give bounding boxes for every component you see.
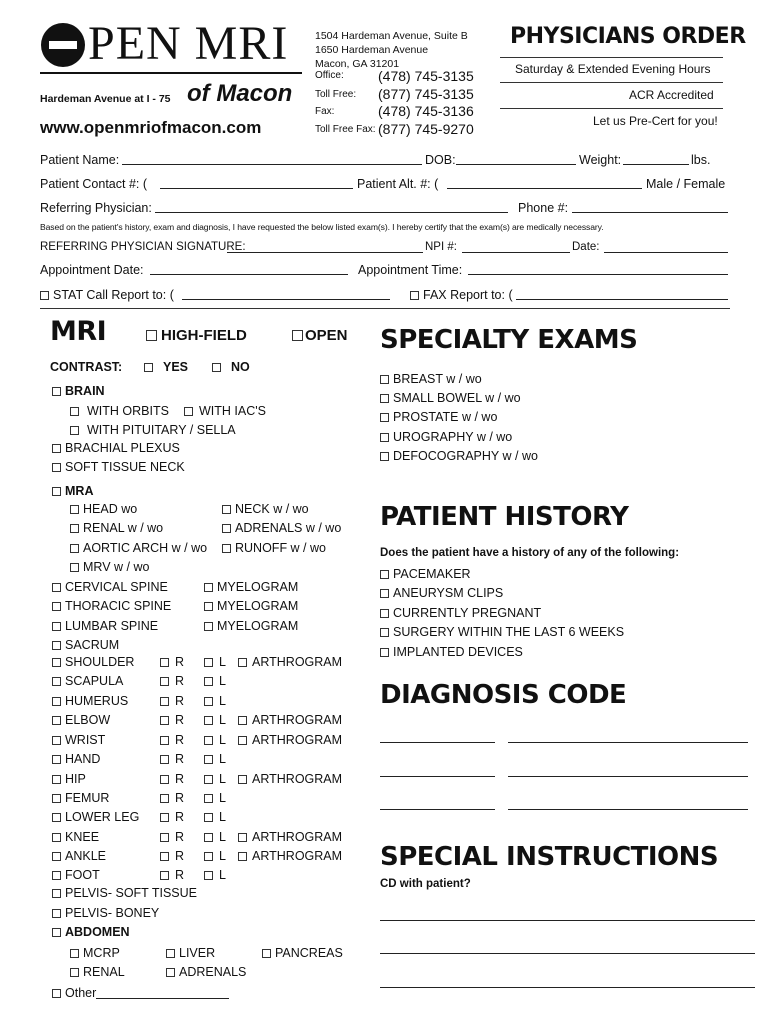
phone-number: (478) 745-3135 <box>378 68 474 84</box>
phone-field[interactable] <box>572 201 728 213</box>
exam-label: WRIST <box>65 733 106 747</box>
stat-label: STAT Call Report to: ( <box>53 288 174 302</box>
exam-label: RUNOFF w / wo <box>235 541 326 555</box>
arthrogram-option[interactable] <box>238 713 342 727</box>
exam-label: ABDOMEN <box>65 925 130 939</box>
weight-unit: lbs. <box>691 153 711 167</box>
side-left-option[interactable] <box>204 868 226 882</box>
exam-label: MRA <box>65 484 94 498</box>
exam-label: Other <box>65 986 97 1000</box>
phone-number: (478) 745-3136 <box>378 103 474 119</box>
exam-joint[interactable] <box>52 830 99 844</box>
side-left-option[interactable] <box>204 694 226 708</box>
certification-text: Based on the patient's history, exam and diagnosis, I have requested the below listed exam(s). I hereby certify that the exam(s) are medically necessary. <box>40 222 604 232</box>
exam-label: MYELOGRAM <box>217 580 299 594</box>
exam-joint[interactable] <box>52 868 100 882</box>
diagnosis-desc-field[interactable] <box>508 742 748 743</box>
arthrogram-label: ARTHROGRAM <box>252 849 343 863</box>
exam-label: PANCREAS <box>275 946 343 960</box>
website: www.openmriofmacon.com <box>40 118 262 137</box>
exam-joint[interactable] <box>52 772 86 786</box>
arthrogram-option[interactable] <box>238 733 342 747</box>
exam-thoracic-spine[interactable] <box>52 599 171 613</box>
mri-title: MRI <box>50 316 107 347</box>
exam-label: UROGRAPHY w / wo <box>393 430 513 444</box>
contact-field[interactable] <box>160 177 353 189</box>
side-l-label: L <box>219 772 226 786</box>
exam-label: ADRENALS w / wo <box>235 521 342 535</box>
exam-mra-neck[interactable] <box>222 502 309 516</box>
instructions-line[interactable] <box>380 987 755 988</box>
exam-label: BRACHIAL PLEXUS <box>65 441 180 455</box>
exam-label: ELBOW <box>65 713 111 727</box>
side-r-label: R <box>175 752 185 766</box>
side-r-label: R <box>175 791 185 805</box>
history-item[interactable] <box>380 625 624 639</box>
side-left-option[interactable] <box>204 752 226 766</box>
exam-liver[interactable] <box>166 946 215 960</box>
exam-brain[interactable] <box>52 384 105 398</box>
side-r-label: R <box>175 655 185 669</box>
history-item[interactable] <box>380 645 523 659</box>
side-left-option[interactable] <box>204 655 226 669</box>
exam-label: LUMBAR SPINE <box>65 619 159 633</box>
arthrogram-option[interactable] <box>238 655 342 669</box>
fax-label: FAX Report to: ( <box>423 288 513 302</box>
exam-joint[interactable] <box>52 791 109 805</box>
contrast-yes-label: YES <box>163 360 189 374</box>
side-r-label: R <box>175 849 185 863</box>
diagnosis-code-field[interactable] <box>380 809 495 810</box>
history-item[interactable] <box>380 606 541 620</box>
phone-number: (877) 745-9270 <box>378 121 474 137</box>
stat-report[interactable] <box>40 288 174 302</box>
stat-checkbox[interactable] <box>40 291 49 300</box>
note-precert: Let us Pre-Cert for you! <box>593 114 718 128</box>
exam-joint[interactable] <box>52 810 139 824</box>
side-right-option[interactable] <box>160 733 184 747</box>
exam-label: DEFOCOGRAPHY w / wo <box>393 449 538 463</box>
side-l-label: L <box>219 733 226 747</box>
exam-joint[interactable] <box>52 733 105 747</box>
exam-lumbar-myelogram[interactable] <box>204 619 298 633</box>
exam-with-iacs[interactable] <box>184 404 266 418</box>
side-right-option[interactable] <box>160 791 184 805</box>
specialty-item[interactable] <box>380 430 512 444</box>
side-r-label: R <box>175 713 185 727</box>
exam-joint[interactable] <box>52 713 110 727</box>
patient-name-label: Patient Name: <box>40 153 120 167</box>
exam-brachial-plexus[interactable] <box>52 441 180 455</box>
history-question: Does the patient have a history of any of the following: <box>380 547 680 559</box>
weight-label: Weight: <box>579 153 622 167</box>
patient-name-field[interactable] <box>122 153 422 165</box>
exam-cervical-spine[interactable] <box>52 580 168 594</box>
address-line: 1650 Hardeman Avenue <box>315 44 429 56</box>
alt-field[interactable] <box>447 177 642 189</box>
npi-label: NPI #: <box>425 241 457 253</box>
side-right-option[interactable] <box>160 674 184 688</box>
side-l-label: L <box>219 868 226 882</box>
fax-field[interactable] <box>516 288 728 300</box>
exam-label: FEMUR <box>65 791 110 805</box>
exam-lumbar-spine[interactable] <box>52 619 158 633</box>
stat-field[interactable] <box>182 288 390 300</box>
exam-renal[interactable] <box>70 965 125 979</box>
exam-label: LOWER LEG <box>65 810 140 824</box>
form-title: PHYSICIANS ORDER <box>510 24 746 49</box>
diagnosis-title: DIAGNOSIS CODE <box>380 680 627 710</box>
specialty-item[interactable] <box>380 410 497 424</box>
contrast-label: CONTRAST: <box>50 360 123 374</box>
exam-label: RENAL <box>83 965 125 979</box>
appt-time-label: Appointment Time: <box>358 263 463 277</box>
logo-subtitle-right: of Macon <box>187 80 293 107</box>
exam-label: WITH IAC'S <box>199 404 266 418</box>
exam-label: FOOT <box>65 868 100 882</box>
side-l-label: L <box>219 810 226 824</box>
exam-label: MYELOGRAM <box>217 619 299 633</box>
exam-label: SOFT TISSUE NECK <box>65 460 185 474</box>
high-field-label: HIGH-FIELD <box>161 327 247 344</box>
exam-mra-renal[interactable] <box>70 521 163 535</box>
exam-label: HUMERUS <box>65 694 129 708</box>
phone-label: Toll Free Fax: <box>315 124 376 135</box>
cd-question: CD with patient? <box>380 878 471 890</box>
arthrogram-label: ARTHROGRAM <box>252 733 343 747</box>
npi-field[interactable] <box>462 241 570 253</box>
no-entry-logo-icon <box>40 22 86 68</box>
high-field-option[interactable] <box>146 327 247 344</box>
exam-label: SACRUM <box>65 638 120 652</box>
exam-label: PELVIS- SOFT TISSUE <box>65 886 197 900</box>
specialty-title: SPECIALTY EXAMS <box>380 325 638 355</box>
sex-label[interactable]: Male / Female <box>646 177 726 191</box>
history-label: SURGERY WITHIN THE LAST 6 WEEKS <box>393 625 625 639</box>
instructions-line[interactable] <box>380 953 755 954</box>
side-r-label: R <box>175 694 185 708</box>
exam-label: HAND <box>65 752 101 766</box>
exam-label: WITH ORBITS <box>87 404 169 418</box>
side-right-option[interactable] <box>160 849 184 863</box>
exam-sacrum[interactable] <box>52 638 119 652</box>
exam-label: BREAST w / wo <box>393 372 482 386</box>
exam-label: LIVER <box>179 946 216 960</box>
side-right-option[interactable] <box>160 655 184 669</box>
appt-time-field[interactable] <box>468 263 728 275</box>
history-title: PATIENT HISTORY <box>380 502 629 532</box>
exam-label: SHOULDER <box>65 655 135 669</box>
arthrogram-option[interactable] <box>238 849 342 863</box>
address-line: 1504 Hardeman Avenue, Suite B <box>315 30 468 42</box>
exam-label: MCRP <box>83 946 120 960</box>
side-left-option[interactable] <box>204 810 226 824</box>
exam-joint[interactable] <box>52 674 123 688</box>
appt-date-label: Appointment Date: <box>40 263 144 277</box>
side-l-label: L <box>219 791 226 805</box>
address-line: Macon, GA 31201 <box>315 58 400 70</box>
arthrogram-label: ARTHROGRAM <box>252 772 343 786</box>
side-left-option[interactable] <box>204 830 226 844</box>
exam-label: THORACIC SPINE <box>65 599 172 613</box>
note-hours: Saturday & Extended Evening Hours <box>515 62 711 76</box>
dob-field[interactable] <box>456 153 576 165</box>
other-field[interactable] <box>96 988 229 999</box>
diagnosis-code-field[interactable] <box>380 776 495 777</box>
fax-checkbox[interactable] <box>410 291 419 300</box>
exam-label: NECK w / wo <box>235 502 309 516</box>
address <box>315 29 468 71</box>
exam-label: WITH PITUITARY / SELLA <box>87 423 236 437</box>
referring-field[interactable] <box>155 201 508 213</box>
exam-abdomen[interactable] <box>52 925 130 939</box>
side-l-label: L <box>219 713 226 727</box>
side-right-option[interactable] <box>160 830 184 844</box>
exam-label: MYELOGRAM <box>217 599 299 613</box>
appt-date-field[interactable] <box>150 263 348 275</box>
phone-label: Office: <box>315 70 344 81</box>
logo-text: PEN MRI <box>88 17 289 70</box>
exam-label: MRV w / wo <box>83 560 150 574</box>
exam-adrenals[interactable] <box>166 965 246 979</box>
side-right-option[interactable] <box>160 694 184 708</box>
contrast-yes[interactable] <box>144 360 188 374</box>
side-r-label: R <box>175 772 185 786</box>
weight-field[interactable] <box>623 153 689 165</box>
exam-label: SCAPULA <box>65 674 124 688</box>
history-item[interactable] <box>380 586 503 600</box>
dob-label: DOB: <box>425 153 456 167</box>
exam-label: ANKLE <box>65 849 106 863</box>
instructions-line[interactable] <box>380 920 755 921</box>
open-label: OPEN <box>305 327 348 344</box>
exam-mra-adrenals[interactable] <box>222 521 341 535</box>
exam-mra-head[interactable] <box>70 502 137 516</box>
exam-label: HEAD wo <box>83 502 138 516</box>
date-label: Date: <box>572 241 600 253</box>
signature-label: REFERRING PHYSICIAN SIGNATURE: <box>40 241 246 253</box>
diagnosis-code-field[interactable] <box>380 742 495 743</box>
exam-mrv[interactable] <box>70 560 149 574</box>
arthrogram-option[interactable] <box>238 772 342 786</box>
exam-with-orbits[interactable] <box>70 404 169 418</box>
side-left-option[interactable] <box>204 849 226 863</box>
history-label: ANEURYSM CLIPS <box>393 586 504 600</box>
specialty-item[interactable] <box>380 449 538 463</box>
referring-label: Referring Physician: <box>40 201 152 215</box>
side-r-label: R <box>175 830 185 844</box>
side-right-option[interactable] <box>160 752 184 766</box>
phone-label: Phone #: <box>518 201 569 215</box>
exam-label: HIP <box>65 772 86 786</box>
side-l-label: L <box>219 752 226 766</box>
side-l-label: L <box>219 674 226 688</box>
side-left-option[interactable] <box>204 713 226 727</box>
exam-pelvis-soft-tissue[interactable] <box>52 886 197 900</box>
arthrogram-label: ARTHROGRAM <box>252 713 343 727</box>
phone-number: (877) 745-3135 <box>378 86 474 102</box>
exam-label: KNEE <box>65 830 100 844</box>
history-label: IMPLANTED DEVICES <box>393 645 523 659</box>
exam-thoracic-myelogram[interactable] <box>204 599 298 613</box>
exam-cervical-myelogram[interactable] <box>204 580 298 594</box>
exam-joint[interactable] <box>52 655 134 669</box>
exam-label: AORTIC ARCH w / wo <box>83 541 208 555</box>
history-label: CURRENTLY PREGNANT <box>393 606 542 620</box>
side-right-option[interactable] <box>160 810 184 824</box>
contact-label: Patient Contact #: ( <box>40 177 148 191</box>
phone-label: Toll Free: <box>315 89 357 100</box>
exam-label: SMALL BOWEL w / wo <box>393 391 521 405</box>
exam-joint[interactable] <box>52 752 100 766</box>
side-right-option[interactable] <box>160 868 184 882</box>
side-r-label: R <box>175 674 185 688</box>
exam-label: ADRENALS <box>179 965 247 979</box>
phone-label: Fax: <box>315 106 335 117</box>
arthrogram-label: ARTHROGRAM <box>252 655 343 669</box>
exam-label: BRAIN <box>65 384 105 398</box>
side-l-label: L <box>219 694 226 708</box>
contrast-no-label: NO <box>231 360 250 374</box>
exam-label: CERVICAL SPINE <box>65 580 168 594</box>
note-acr: ACR Accredited <box>629 88 714 102</box>
exam-joint[interactable] <box>52 694 128 708</box>
side-right-option[interactable] <box>160 772 184 786</box>
exam-label: PROSTATE w / wo <box>393 410 498 424</box>
history-label: PACEMAKER <box>393 567 471 581</box>
side-l-label: L <box>219 849 226 863</box>
diagnosis-desc-field[interactable] <box>508 809 748 810</box>
side-r-label: R <box>175 733 185 747</box>
exam-label: RENAL w / wo <box>83 521 164 535</box>
exam-joint[interactable] <box>52 849 106 863</box>
side-left-option[interactable] <box>204 674 226 688</box>
specialty-item[interactable] <box>380 372 482 386</box>
exam-soft-tissue-neck[interactable] <box>52 460 185 474</box>
alt-label: Patient Alt. #: ( <box>357 177 439 191</box>
fax-report[interactable] <box>410 288 513 302</box>
exam-other[interactable] <box>52 986 229 1000</box>
date-field[interactable] <box>604 241 728 253</box>
exam-pelvis-boney[interactable] <box>52 906 159 920</box>
exam-label: PELVIS- BONEY <box>65 906 160 920</box>
side-l-label: L <box>219 830 226 844</box>
side-left-option[interactable] <box>204 733 226 747</box>
open-option[interactable] <box>292 327 348 344</box>
side-left-option[interactable] <box>204 772 226 786</box>
side-r-label: R <box>175 868 185 882</box>
exam-pancreas[interactable] <box>262 946 343 960</box>
exam-mra-aortic-arch[interactable] <box>70 541 207 555</box>
side-right-option[interactable] <box>160 713 184 727</box>
exam-with-pituitary[interactable] <box>70 423 236 437</box>
arthrogram-label: ARTHROGRAM <box>252 830 343 844</box>
signature-field[interactable] <box>227 241 423 253</box>
side-r-label: R <box>175 810 185 824</box>
exam-mrcp[interactable] <box>70 946 120 960</box>
side-l-label: L <box>219 655 226 669</box>
diagnosis-desc-field[interactable] <box>508 776 748 777</box>
side-left-option[interactable] <box>204 791 226 805</box>
history-item[interactable] <box>380 567 471 581</box>
exam-mra[interactable] <box>52 484 93 498</box>
arthrogram-option[interactable] <box>238 830 342 844</box>
contrast-no[interactable] <box>212 360 250 374</box>
specialty-item[interactable] <box>380 391 521 405</box>
exam-mra-runoff[interactable] <box>222 541 326 555</box>
logo-subtitle-left: Hardeman Avenue at I - 75 <box>40 93 171 105</box>
special-title: SPECIAL INSTRUCTIONS <box>380 842 719 872</box>
